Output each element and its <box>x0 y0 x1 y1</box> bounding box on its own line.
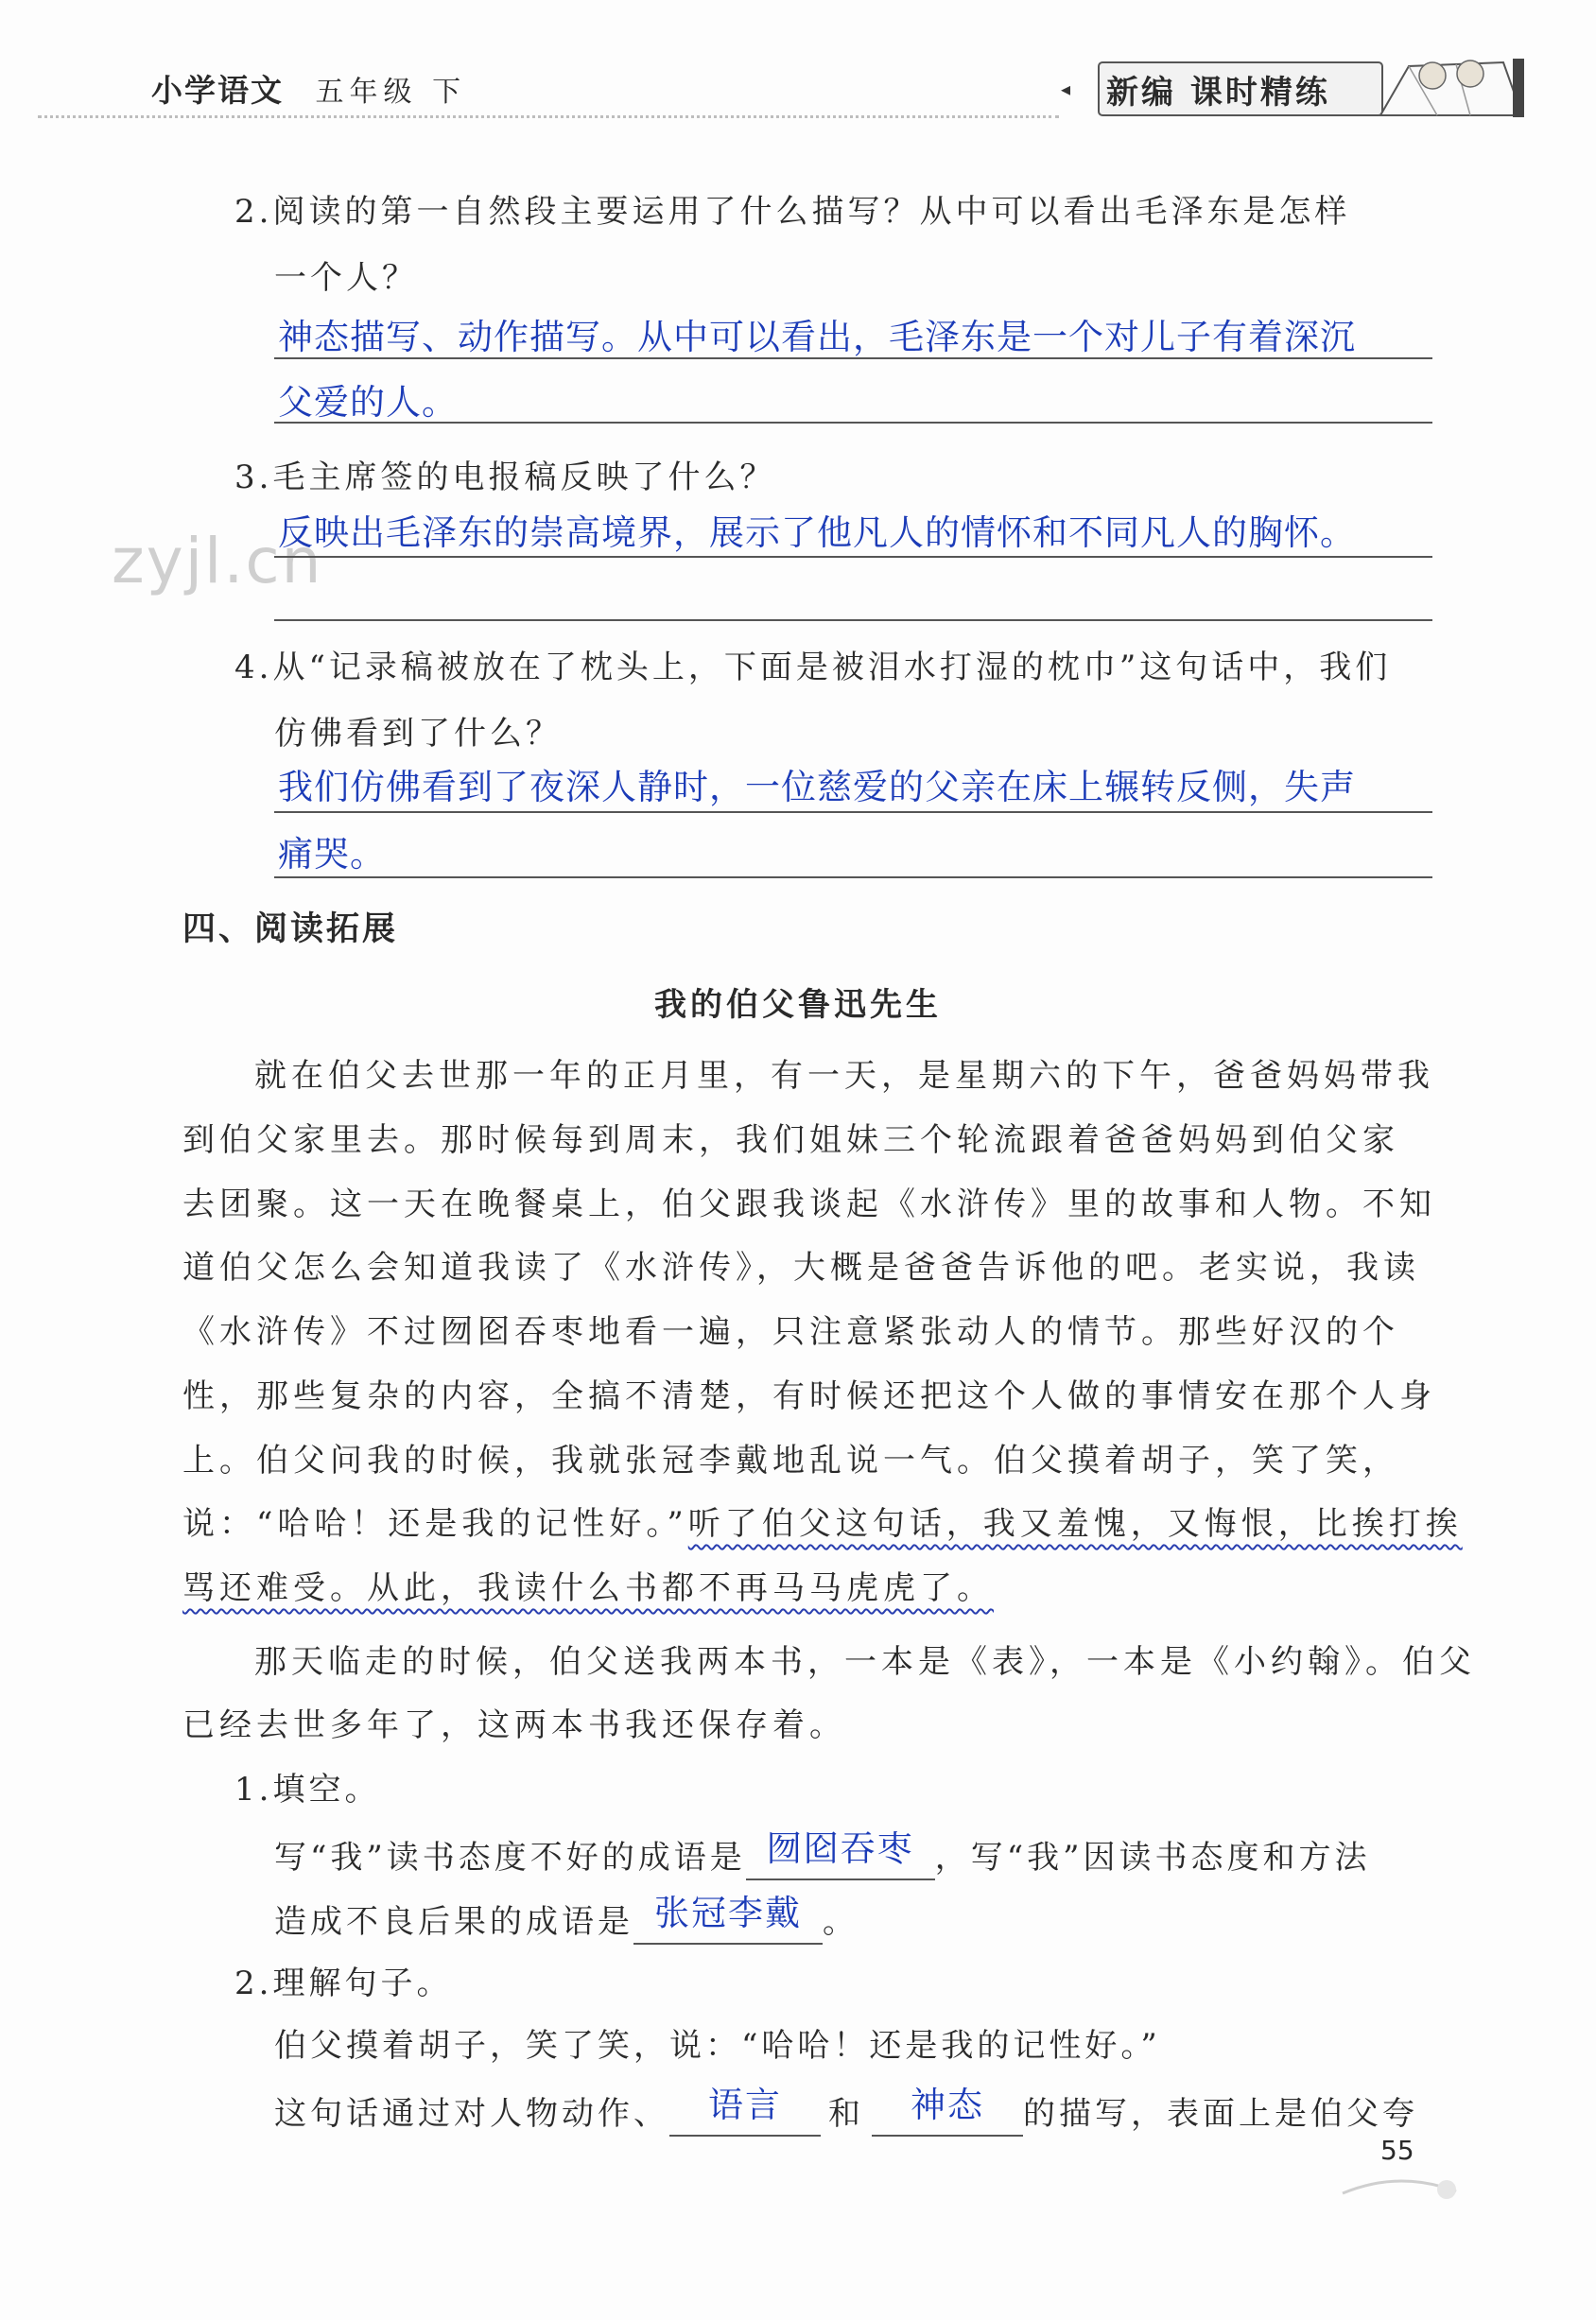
answer-line <box>274 556 1432 558</box>
passage-quote: 说：“哈哈！还是我的记性好。” <box>182 1505 688 1543</box>
fill-text: 写“我”读书态度不好的成语是 <box>274 1839 746 1877</box>
passage-line: 《水浒传》不过囫囵吞枣地看一遍，只注意紧张动人的情节。那些好汉的个 <box>182 1313 1399 1351</box>
passage-line: 性，那些复杂的内容，全搞不清楚，有时候还把这个人做的事情安在那个人身 <box>182 1377 1436 1415</box>
question-4-text-cont: 仿佛看到了什么？ <box>274 715 562 753</box>
book-title <box>151 66 466 111</box>
answer-line <box>274 619 1432 621</box>
blank-answer: 张冠李戴 <box>654 1893 802 1933</box>
underlined-sentence: 听了伯父这句话，我又羞愧，又悔恨，比挨打挨 <box>687 1505 1463 1543</box>
fill-text: ，写“我”因读书态度和方法 <box>934 1839 1371 1877</box>
answer-blank[interactable] <box>872 2084 1023 2137</box>
section-heading: 四、阅读拓展 <box>182 910 399 948</box>
subject-label: 小学语文 <box>151 72 284 109</box>
fill-text: 造成不良后果的成语是 <box>274 1903 633 1941</box>
passage-line: 上。伯父问我的时候，我就张冠李戴地乱说一气。伯父摸着胡子，笑了笑， <box>182 1442 1399 1480</box>
passage-line: 就在伯父去世那一年的正月里，有一天，是星期六的下午，爸爸妈妈带我 <box>254 1057 1434 1095</box>
fill-line-2 <box>274 1892 859 1945</box>
passage-line: 道伯父怎么会知道我读了《水浒传》，大概是爸爸告诉他的吧。老实说，我读 <box>182 1249 1420 1287</box>
passage-line <box>182 1562 1440 1608</box>
subquestion-1-label: 1.填空。 <box>234 1771 381 1809</box>
series-title: 新编 课时精练 <box>1106 74 1330 112</box>
fill-line-3 <box>274 2084 1418 2137</box>
question-4-text: 4.从“记录稿被放在了枕头上，下面是被泪水打湿的枕巾”这句话中，我们 <box>234 649 1392 686</box>
quoted-sentence: 伯父摸着胡子，笑了笑，说：“哈哈！还是我的记性好。” <box>274 2027 1161 2065</box>
answer-line <box>274 811 1432 813</box>
header-divider <box>38 115 1059 118</box>
answer-4-line-1: 我们仿佛看到了夜深人静时，一位慈爱的父亲在床上辗转反侧，失声 <box>278 767 1356 807</box>
blank-answer: 语言 <box>708 2085 782 2125</box>
passage-line: 到伯父家里去。那时候每到周末，我们姐妹三个轮流跟着爸爸妈妈到伯父家 <box>182 1121 1399 1159</box>
fill-text: 和 <box>828 2095 864 2133</box>
answer-line <box>274 422 1432 424</box>
triangle-left-icon: ◂ <box>1061 78 1071 100</box>
answer-3-line-1: 反映出毛泽东的崇高境界，展示了他凡人的情怀和不同凡人的胸怀。 <box>278 512 1356 553</box>
answer-line <box>274 357 1432 359</box>
passage-line <box>182 1498 1463 1544</box>
grade-label: 五年级 下 <box>315 76 467 109</box>
page-corner-decoration <box>1333 2165 1466 2203</box>
fill-text: 的描写，表面上是伯父夸 <box>1023 2095 1418 2133</box>
subquestion-2-label: 2.理解句子。 <box>234 1965 453 2002</box>
passage-line: 那天临走的时候，伯父送我两本书，一本是《表》，一本是《小约翰》。伯父 <box>254 1643 1476 1681</box>
underlined-sentence: 骂还难受。从此，我读什么书都不再马马虎虎了。 <box>182 1569 994 1607</box>
answer-2-line-2: 父爱的人。 <box>278 382 458 423</box>
question-2-text-cont: 一个人？ <box>274 259 418 297</box>
blank-answer: 神态 <box>911 2085 984 2125</box>
answer-blank[interactable] <box>633 1892 823 1945</box>
answer-2-line-1: 神态描写、动作描写。从中可以看出，毛泽东是一个对儿子有着深沉 <box>278 317 1356 357</box>
fill-line-1 <box>274 1827 1371 1880</box>
blank-answer: 囫囵吞枣 <box>766 1828 914 1869</box>
question-2-text: 2.阅读的第一自然段主要运用了什么描写？从中可以看出毛泽东是怎样 <box>234 193 1351 231</box>
answer-4-line-2: 痛哭。 <box>278 834 386 874</box>
answer-blank[interactable] <box>669 2084 821 2137</box>
answer-line <box>274 876 1432 878</box>
passage-line: 已经去世多年了，这两本书我还保存着。 <box>182 1706 846 1744</box>
answer-blank[interactable] <box>746 1827 935 1880</box>
fill-text: 。 <box>823 1903 859 1941</box>
question-3-text: 3.毛主席签的电报稿反映了什么？ <box>234 459 776 496</box>
page-number: 55 <box>1380 2135 1414 2166</box>
fill-text: 这句话通过对人物动作、 <box>274 2095 669 2133</box>
passage-line: 去团聚。这一天在晚餐桌上，伯父跟我谈起《水浒传》里的故事和人物。不知 <box>182 1186 1436 1223</box>
passage-title: 我的伯父鲁迅先生 <box>654 986 942 1024</box>
watermark: zyjl.cn <box>112 525 323 597</box>
